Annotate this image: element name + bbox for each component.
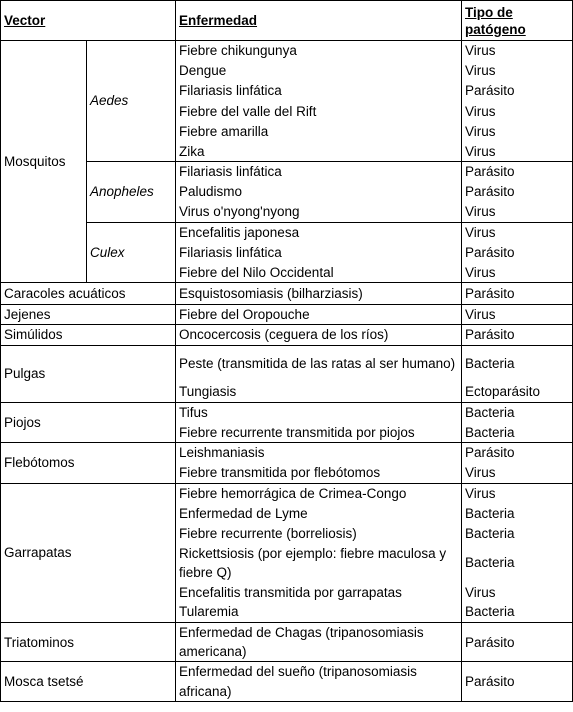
disease-cell: Enfermedad de Chagas (tripanosomiasis americana) bbox=[176, 622, 462, 661]
vector-cell: Simúlidos bbox=[1, 325, 176, 345]
pathogen-cell: Parásito bbox=[462, 182, 573, 202]
table-row bbox=[1, 305, 573, 325]
disease-cell: Dengue bbox=[176, 61, 462, 81]
pathogen-cell: Parásito bbox=[462, 162, 573, 182]
pathogen-cell: Virus bbox=[462, 263, 573, 283]
pathogen-cell: Bacteria bbox=[462, 544, 573, 582]
vector-cell: Flebótomos bbox=[1, 443, 176, 483]
table-row bbox=[1, 283, 573, 305]
pathogen-cell: Virus bbox=[462, 582, 573, 602]
disease-cell: Zika bbox=[176, 141, 462, 161]
pathogen-cell: Virus bbox=[462, 463, 573, 483]
table-row bbox=[1, 402, 573, 422]
disease-cell: Fiebre recurrente (borreliosis) bbox=[176, 523, 462, 543]
subvector-cell: Anopheles bbox=[87, 162, 176, 223]
pathogen-cell: Parásito bbox=[462, 283, 573, 305]
disease-cell: Fiebre recurrente transmitida por piojos bbox=[176, 423, 462, 443]
vector-cell: Piojos bbox=[1, 402, 176, 442]
disease-cell: Esquistosomiasis (bilharziasis) bbox=[176, 283, 462, 305]
disease-cell: Tularemia bbox=[176, 602, 462, 622]
table-row bbox=[1, 325, 573, 345]
disease-cell: Tifus bbox=[176, 402, 462, 422]
vector-cell: Mosca tsetsé bbox=[1, 662, 176, 701]
disease-cell: Leishmaniasis bbox=[176, 443, 462, 463]
table-row bbox=[1, 222, 573, 242]
disease-cell: Paludismo bbox=[176, 182, 462, 202]
pathogen-cell: Bacteria bbox=[462, 402, 573, 422]
disease-cell: Fiebre chikungunya bbox=[176, 41, 462, 61]
disease-cell: Filariasis linfática bbox=[176, 162, 462, 182]
disease-cell: Oncocercosis (ceguera de los ríos) bbox=[176, 325, 462, 345]
table-row bbox=[1, 483, 573, 503]
pathogen-cell: Virus bbox=[462, 202, 573, 222]
vector-cell: Mosquitos bbox=[1, 41, 87, 283]
vector-cell: Jejenes bbox=[1, 305, 176, 325]
pathogen-cell: Ectoparásito bbox=[462, 382, 573, 402]
disease-cell: Fiebre transmitida por flebótomos bbox=[176, 463, 462, 483]
table-row bbox=[1, 443, 573, 463]
vector-header: Vector bbox=[1, 1, 176, 41]
disease-cell: Rickettsiosis (por ejemplo: fiebre maculosa y fiebre Q) bbox=[176, 544, 462, 582]
pathogen-cell: Bacteria bbox=[462, 523, 573, 543]
table-row bbox=[1, 41, 573, 61]
pathogen-cell: Virus bbox=[462, 305, 573, 325]
pathogen-cell: Parásito bbox=[462, 662, 573, 701]
header-row bbox=[1, 1, 573, 41]
pathogen-cell: Bacteria bbox=[462, 345, 573, 382]
pathogen-cell: Parásito bbox=[462, 443, 573, 463]
disease-cell: Fiebre del Oropouche bbox=[176, 305, 462, 325]
pathogen-cell: Virus bbox=[462, 141, 573, 161]
subvector-cell: Aedes bbox=[87, 41, 176, 162]
disease-cell: Fiebre del Nilo Occidental bbox=[176, 263, 462, 283]
pathogen-cell: Bacteria bbox=[462, 423, 573, 443]
subvector-cell: Culex bbox=[87, 222, 176, 283]
pathogen-cell: Virus bbox=[462, 41, 573, 61]
pathogen-cell: Parásito bbox=[462, 81, 573, 101]
disease-cell: Fiebre amarilla bbox=[176, 121, 462, 141]
vector-cell: Triatominos bbox=[1, 622, 176, 661]
table-row bbox=[1, 345, 573, 382]
table-row bbox=[1, 622, 573, 661]
table-row bbox=[1, 662, 573, 701]
disease-cell: Encefalitis japonesa bbox=[176, 222, 462, 242]
disease-cell: Enfermedad de Lyme bbox=[176, 503, 462, 523]
disease-cell: Tungiasis bbox=[176, 382, 462, 402]
vector-cell: Caracoles acuáticos bbox=[1, 283, 176, 305]
disease-cell: Virus o'nyong'nyong bbox=[176, 202, 462, 222]
pathogen-cell: Virus bbox=[462, 61, 573, 81]
pathogen-cell: Virus bbox=[462, 121, 573, 141]
pathogen-cell: Virus bbox=[462, 222, 573, 242]
pathogen-cell: Parásito bbox=[462, 242, 573, 262]
disease-cell: Enfermedad del sueño (tripanosomiasis africana) bbox=[176, 662, 462, 701]
vector-cell: Garrapatas bbox=[1, 483, 176, 622]
pathogen-cell: Virus bbox=[462, 101, 573, 121]
disease-cell: Filariasis linfática bbox=[176, 81, 462, 101]
pathogen-cell: Virus bbox=[462, 483, 573, 503]
disease-cell: Filariasis linfática bbox=[176, 242, 462, 262]
pathogen-cell: Bacteria bbox=[462, 503, 573, 523]
disease-cell: Encefalitis transmitida por garrapatas bbox=[176, 582, 462, 602]
disease-header: Enfermedad bbox=[176, 1, 462, 41]
table-row bbox=[1, 162, 573, 182]
disease-cell: Fiebre del valle del Rift bbox=[176, 101, 462, 121]
pathogen-cell: Parásito bbox=[462, 325, 573, 345]
pathogen-cell: Bacteria bbox=[462, 602, 573, 622]
disease-cell: Peste (transmitida de las ratas al ser humano) bbox=[176, 345, 462, 382]
vector-cell: Pulgas bbox=[1, 345, 176, 402]
pathogen-cell: Parásito bbox=[462, 622, 573, 661]
disease-cell: Fiebre hemorrágica de Crimea-Congo bbox=[176, 483, 462, 503]
pathogen-header: Tipo de patógeno bbox=[462, 1, 573, 41]
